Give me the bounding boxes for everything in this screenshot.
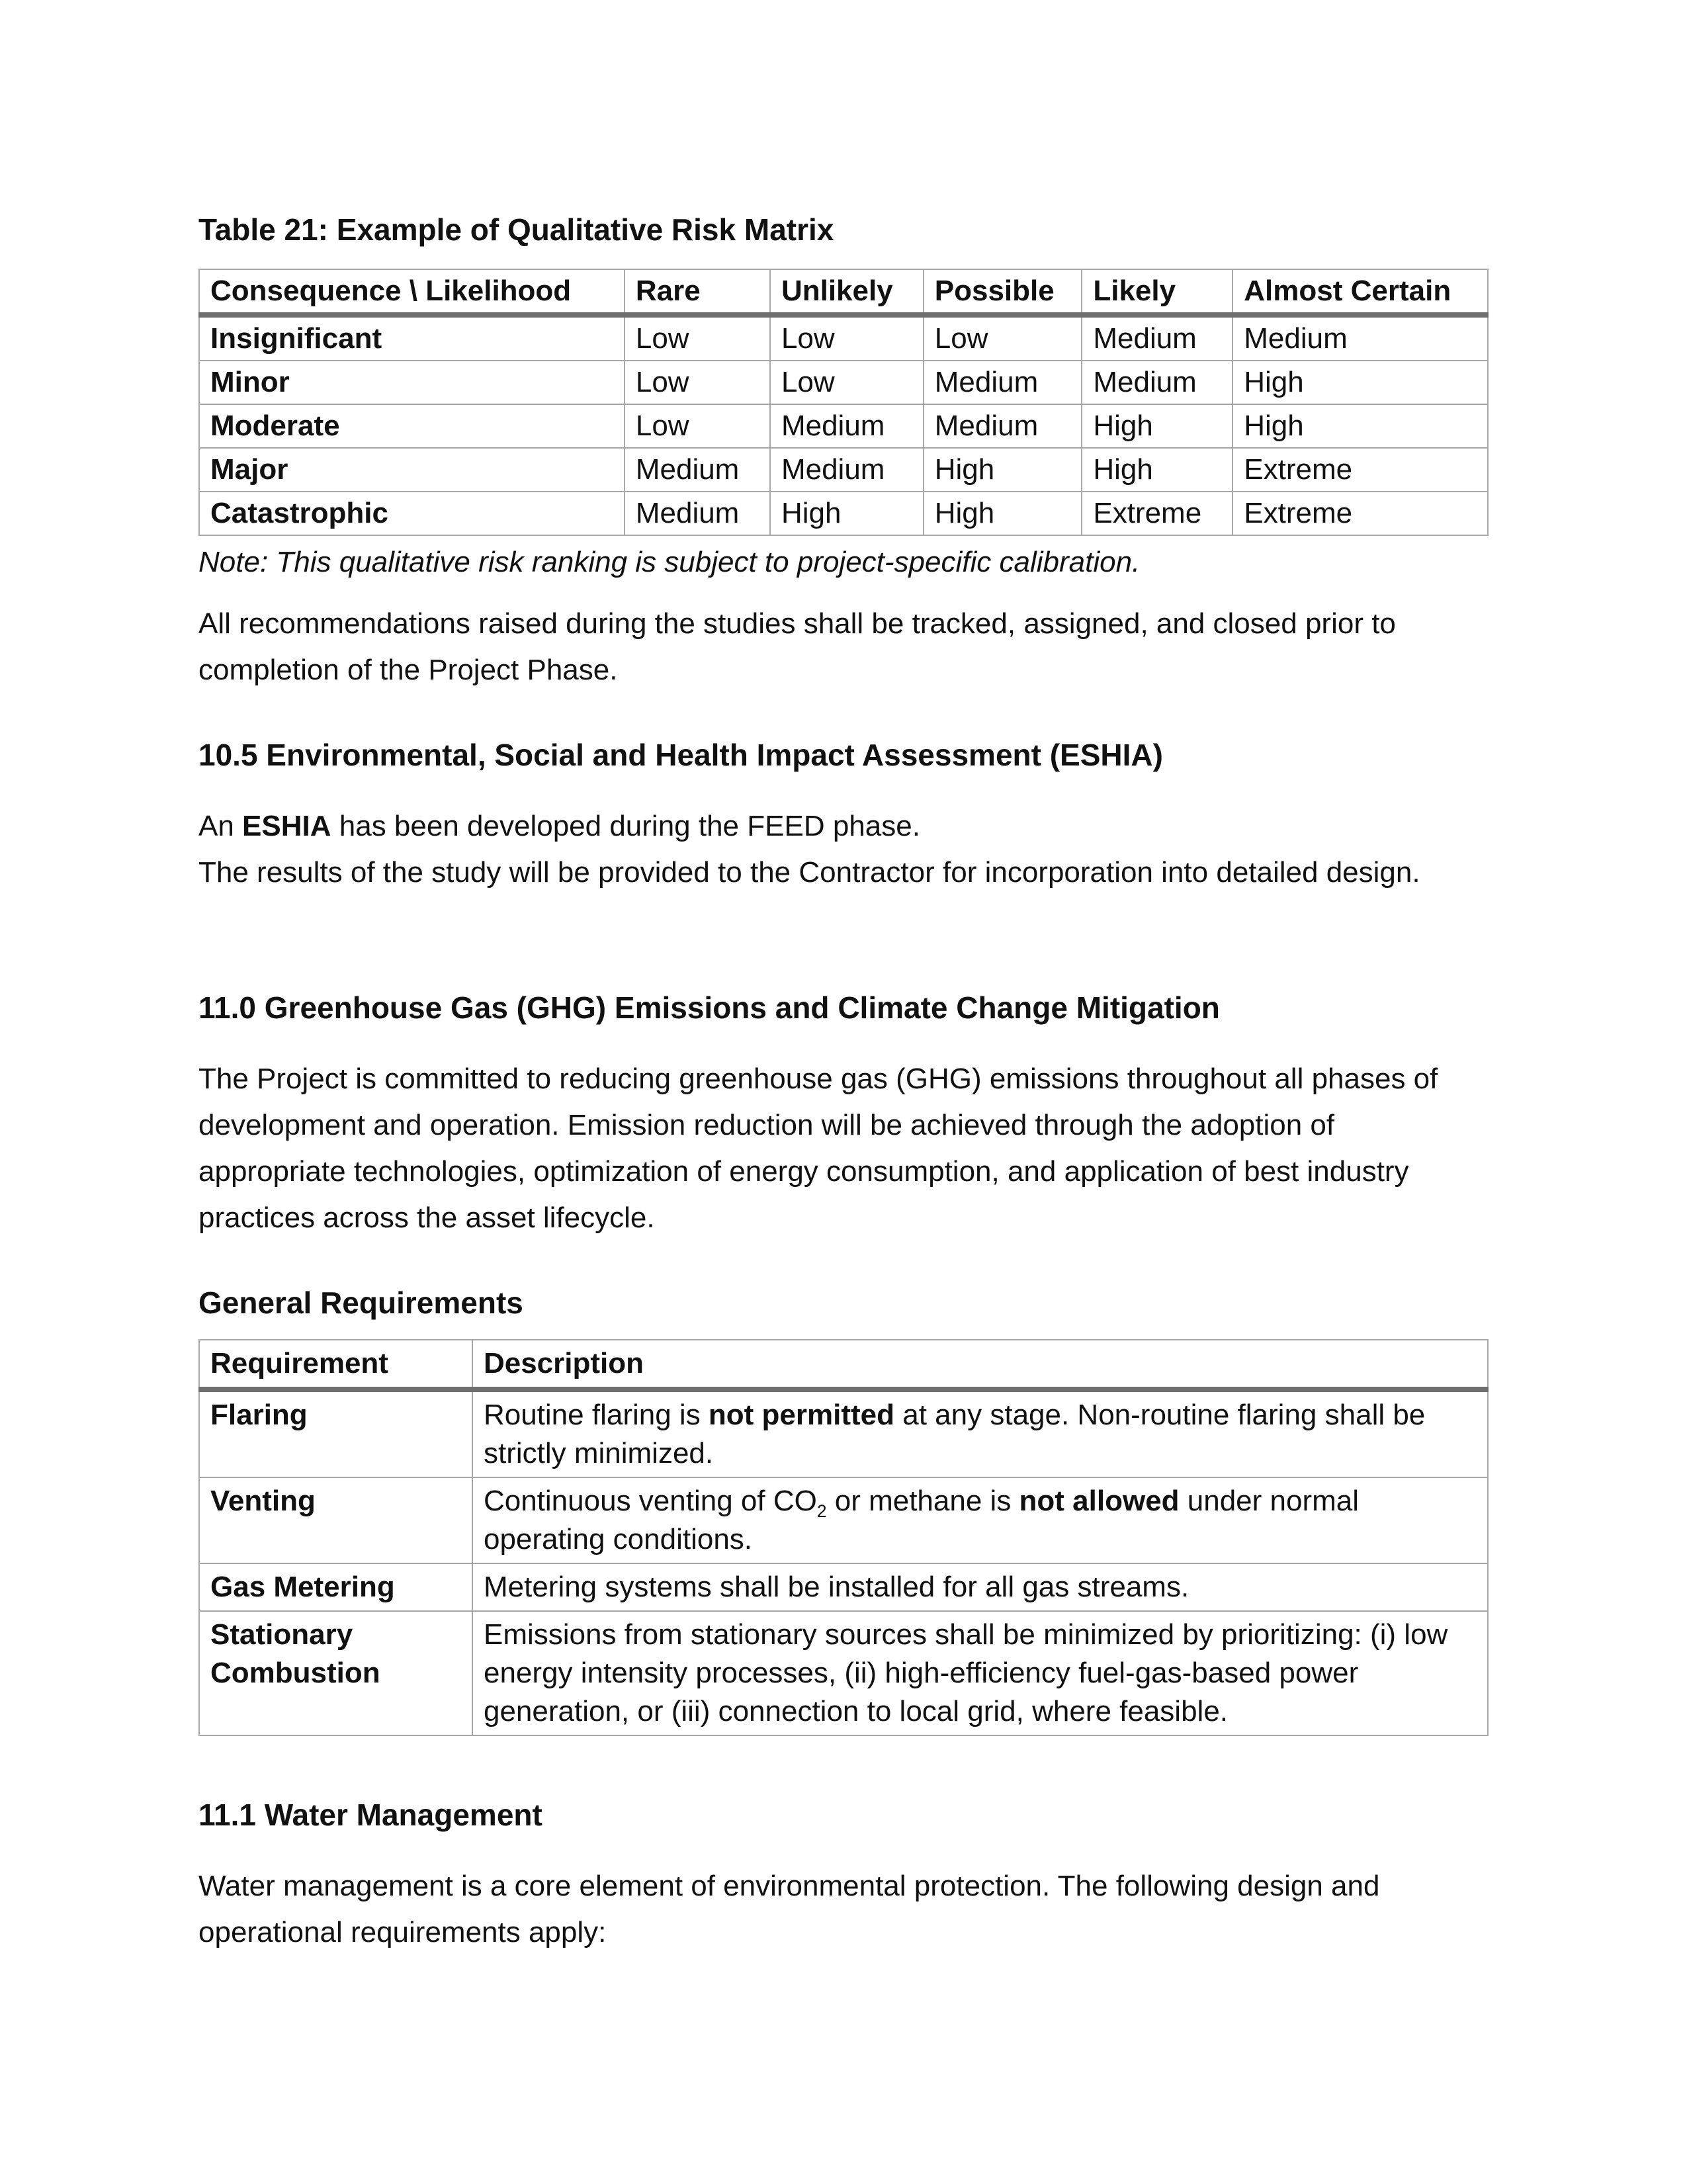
text-run: not permitted	[708, 1399, 895, 1431]
text-run: at any stage. Non-routine flaring shall be strictly minimized.	[483, 1399, 1426, 1469]
ghg-paragraph: The Project is committed to reducing greenhouse gas (GHG) emissions throughout all phases of development and operation. Emission reduction will be achieved through the adoption of appropriate technologies, optimization of energy consumption, and application of best industry practices across the asset lifecycle.	[198, 1063, 1438, 1234]
table-cell: Moderate	[199, 404, 625, 448]
text-run: not allowed	[1019, 1485, 1180, 1517]
table-cell: Medium	[924, 361, 1082, 404]
column-header: Almost Certain	[1233, 269, 1488, 315]
table-cell: Medium	[770, 404, 924, 448]
table-note: Note: This qualitative risk ranking is subject to project-specific calibration.	[198, 546, 1141, 578]
table-cell: Medium	[924, 404, 1082, 448]
recommendations-paragraph: All recommendations raised during the studies shall be tracked, assigned, and closed prior to completion of the Project Phase.	[198, 607, 1396, 686]
table-caption: Table 21: Example of Qualitative Risk Matrix	[198, 212, 834, 247]
table-cell: Flaring	[199, 1389, 472, 1477]
text-run: Continuous venting of CO	[483, 1485, 817, 1517]
table-row	[199, 1611, 1488, 1735]
table-cell: Insignificant	[199, 315, 625, 361]
table-cell: High	[1233, 404, 1488, 448]
table-row	[199, 404, 1488, 448]
risk-matrix-table	[198, 269, 1489, 536]
table-cell: Major	[199, 448, 625, 492]
table-cell: Medium	[1233, 315, 1488, 361]
table-cell	[472, 1389, 1488, 1477]
table-header-row	[199, 269, 1488, 315]
table-cell: Low	[625, 315, 770, 361]
table-cell: Extreme	[1233, 448, 1488, 492]
table-cell: High	[1233, 361, 1488, 404]
text-run: Routine flaring is	[483, 1399, 709, 1431]
table-cell: Medium	[625, 492, 770, 535]
table-row	[199, 315, 1488, 361]
table-cell: Medium	[1082, 315, 1233, 361]
text-run: has been developed during the FEED phase.	[331, 810, 920, 842]
column-header: Rare	[625, 269, 770, 315]
table-cell	[472, 1477, 1488, 1563]
text-run: under normal operating conditions.	[483, 1485, 1360, 1555]
general-requirements-heading: General Requirements	[198, 1286, 523, 1320]
table-row	[199, 1563, 1488, 1611]
section-heading-water: 11.1 Water Management	[198, 1798, 542, 1832]
text-run: or methane is	[826, 1485, 1019, 1517]
table-cell: Extreme	[1233, 492, 1488, 535]
table-cell: High	[924, 492, 1082, 535]
table-cell: Catastrophic	[199, 492, 625, 535]
table-cell: High	[770, 492, 924, 535]
table-row	[199, 492, 1488, 535]
table-cell: Medium	[1082, 361, 1233, 404]
table-row	[199, 448, 1488, 492]
column-header: Likely	[1082, 269, 1233, 315]
section-heading-eshia: 10.5 Environmental, Social and Health Impact Assessment (ESHIA)	[198, 738, 1163, 772]
table-cell: Extreme	[1082, 492, 1233, 535]
table-cell: Gas Metering	[199, 1563, 472, 1611]
column-header: Requirement	[199, 1340, 472, 1389]
requirements-table	[198, 1339, 1489, 1736]
table-header-row	[199, 1340, 1488, 1389]
table-cell: High	[1082, 404, 1233, 448]
text-run: 2	[816, 1501, 827, 1521]
section-heading-ghg: 11.0 Greenhouse Gas (GHG) Emissions and Climate Change Mitigation	[198, 990, 1220, 1025]
table-cell: Low	[770, 315, 924, 361]
table-cell	[472, 1611, 1488, 1735]
text-run: Emissions from stationary sources shall be minimized by prioritizing: (i) low energy intensity processes, (ii) high-efficiency fuel-gas-based power generation, or (iii) connection to local grid, where feasible.	[483, 1618, 1448, 1727]
column-header: Possible	[924, 269, 1082, 315]
table-cell: Medium	[770, 448, 924, 492]
column-header: Consequence \ Likelihood	[199, 269, 625, 315]
table-cell: Low	[924, 315, 1082, 361]
text-run: ESHIA	[242, 810, 331, 842]
table-cell: High	[1082, 448, 1233, 492]
table-cell	[472, 1563, 1488, 1611]
table-row	[199, 1389, 1488, 1477]
table-cell: Low	[625, 361, 770, 404]
eshia-paragraph	[198, 803, 1489, 896]
table-cell: Venting	[199, 1477, 472, 1563]
table-cell: High	[924, 448, 1082, 492]
table-cell: Medium	[625, 448, 770, 492]
table-cell: Stationary Combustion	[199, 1611, 472, 1735]
water-paragraph: Water management is a core element of environmental protection. The following design and operational requirements apply:	[198, 1870, 1380, 1948]
table-cell: Low	[625, 404, 770, 448]
text-run: Metering systems shall be installed for all gas streams.	[483, 1571, 1190, 1603]
table-row	[199, 1477, 1488, 1563]
table-cell: Minor	[199, 361, 625, 404]
text-run: The results of the study will be provided to the Contractor for incorporation into detailed design.	[198, 856, 1420, 889]
table-cell: Low	[770, 361, 924, 404]
column-header: Unlikely	[770, 269, 924, 315]
table-row	[199, 361, 1488, 404]
column-header: Description	[472, 1340, 1488, 1389]
text-run: An	[198, 810, 243, 842]
